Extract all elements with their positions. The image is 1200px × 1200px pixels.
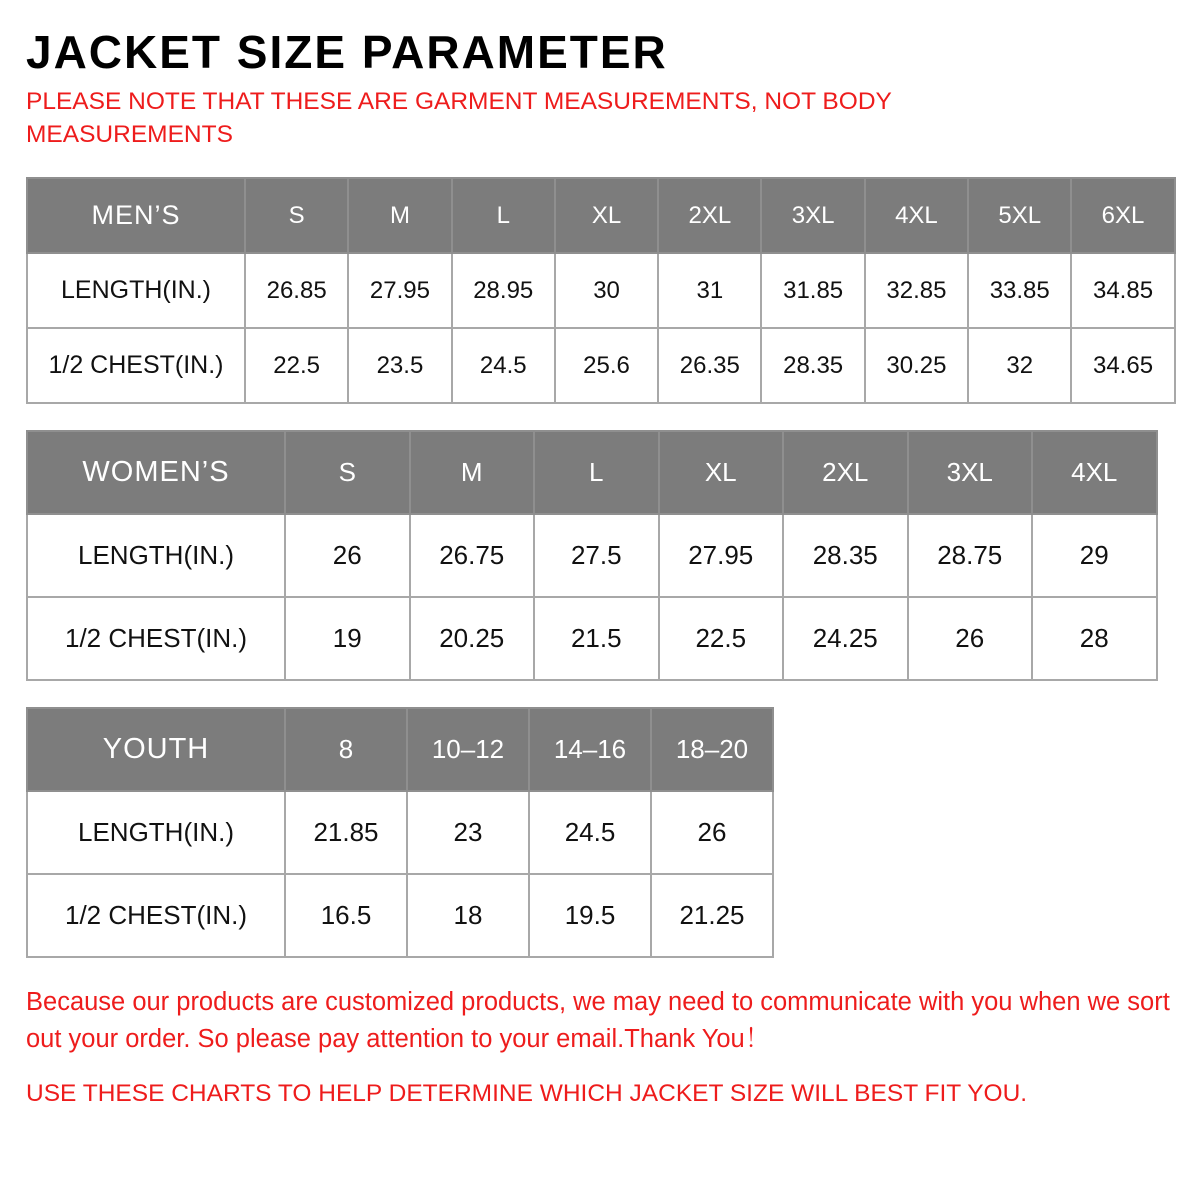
measure-cell: 31 — [658, 253, 761, 328]
measure-cell: 30.25 — [865, 328, 968, 403]
size-header-cell: M — [410, 431, 535, 514]
size-header-cell: 4XL — [1032, 431, 1157, 514]
measure-cell: 34.65 — [1071, 328, 1174, 403]
table-header-row — [27, 178, 1175, 253]
size-header-cell: 14–16 — [529, 708, 651, 791]
measure-cell: 28 — [1032, 597, 1157, 680]
page-title: JACKET SIZE PARAMETER — [26, 26, 668, 78]
table-row — [27, 253, 1175, 328]
row-label: 1/2 CHEST(IN.) — [27, 874, 285, 957]
measure-cell: 16.5 — [285, 874, 407, 957]
row-label: LENGTH(IN.) — [27, 514, 285, 597]
measure-cell: 28.35 — [761, 328, 864, 403]
table-row — [27, 597, 1157, 680]
row-label: LENGTH(IN.) — [27, 791, 285, 874]
footer-note-customized: Because our products are customized products, we may need to communicate with you when we sort out your order. So please pay attention to your email.Thank You！ — [26, 988, 1170, 1053]
measure-cell: 34.85 — [1071, 253, 1174, 328]
measure-cell: 29 — [1032, 514, 1157, 597]
measure-cell: 22.5 — [659, 597, 784, 680]
measure-cell: 28.95 — [452, 253, 555, 328]
size-header-cell: 5XL — [968, 178, 1071, 253]
measure-cell: 26 — [285, 514, 410, 597]
size-header-cell: 8 — [285, 708, 407, 791]
size-header-cell: XL — [659, 431, 784, 514]
size-header-cell: S — [285, 431, 410, 514]
table-row — [27, 514, 1157, 597]
measure-cell: 21.25 — [651, 874, 773, 957]
measure-cell: 22.5 — [245, 328, 348, 403]
measure-cell: 28.75 — [908, 514, 1033, 597]
measure-cell: 26.35 — [658, 328, 761, 403]
measure-cell: 18 — [407, 874, 529, 957]
row-label: LENGTH(IN.) — [27, 253, 245, 328]
footer-note-charts: USE THESE CHARTS TO HELP DETERMINE WHICH JACKET SIZE WILL BEST FIT YOU. — [26, 1079, 1028, 1107]
table-row — [27, 328, 1175, 403]
footer-notes — [26, 984, 1174, 1111]
measure-cell: 24.5 — [452, 328, 555, 403]
measure-cell: 28.35 — [783, 514, 908, 597]
table-row — [27, 874, 773, 957]
measure-cell: 32 — [968, 328, 1071, 403]
size-header-cell: M — [348, 178, 451, 253]
measure-cell: 23 — [407, 791, 529, 874]
measure-cell: 26.85 — [245, 253, 348, 328]
measure-cell: 20.25 — [410, 597, 535, 680]
row-label: 1/2 CHEST(IN.) — [27, 597, 285, 680]
size-header-cell: 2XL — [783, 431, 908, 514]
measure-cell: 30 — [555, 253, 658, 328]
measure-cell: 19 — [285, 597, 410, 680]
table-title-cell: MEN’S — [27, 178, 245, 253]
table-title-cell: YOUTH — [27, 708, 285, 791]
size-header-cell: 10–12 — [407, 708, 529, 791]
size-header-cell: 2XL — [658, 178, 761, 253]
table-header-row — [27, 431, 1157, 514]
measure-cell: 27.95 — [348, 253, 451, 328]
mens-size-table — [26, 177, 1176, 404]
size-header-cell: XL — [555, 178, 658, 253]
measure-cell: 21.5 — [534, 597, 659, 680]
measure-cell: 33.85 — [968, 253, 1071, 328]
womens-size-table — [26, 430, 1158, 681]
size-header-cell: 6XL — [1071, 178, 1174, 253]
measure-cell: 26 — [908, 597, 1033, 680]
measure-cell: 23.5 — [348, 328, 451, 403]
measure-cell: 19.5 — [529, 874, 651, 957]
measure-cell: 32.85 — [865, 253, 968, 328]
measure-cell: 31.85 — [761, 253, 864, 328]
size-header-cell: S — [245, 178, 348, 253]
measure-cell: 25.6 — [555, 328, 658, 403]
table-title-cell: WOMEN’S — [27, 431, 285, 514]
measure-cell: 27.5 — [534, 514, 659, 597]
table-row — [27, 791, 773, 874]
size-header-cell: L — [534, 431, 659, 514]
measure-cell: 27.95 — [659, 514, 784, 597]
row-label: 1/2 CHEST(IN.) — [27, 328, 245, 403]
size-header-cell: 3XL — [908, 431, 1033, 514]
youth-size-table — [26, 707, 774, 958]
measure-cell: 24.25 — [783, 597, 908, 680]
measure-cell: 26 — [651, 791, 773, 874]
measure-cell: 21.85 — [285, 791, 407, 874]
measure-cell: 24.5 — [529, 791, 651, 874]
size-header-cell: L — [452, 178, 555, 253]
size-header-cell: 3XL — [761, 178, 864, 253]
size-header-cell: 4XL — [865, 178, 968, 253]
measure-cell: 26.75 — [410, 514, 535, 597]
table-header-row — [27, 708, 773, 791]
measurement-note: PLEASE NOTE THAT THESE ARE GARMENT MEASUREMENTS, NOT BODY MEASUREMENTS — [26, 88, 892, 148]
size-header-cell: 18–20 — [651, 708, 773, 791]
